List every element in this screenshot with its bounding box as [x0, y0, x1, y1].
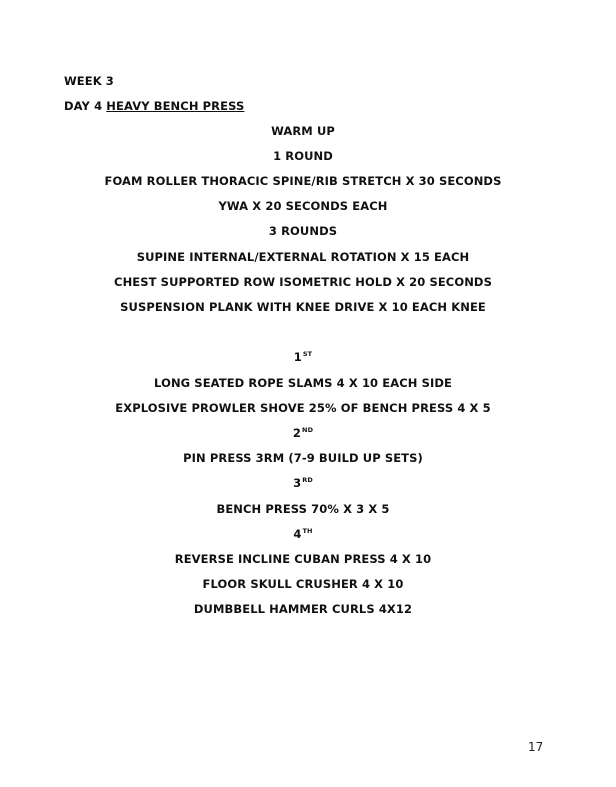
warmup-round3-label: 3 ROUNDS: [268, 224, 338, 238]
block-heading-2nd: [0, 426, 606, 440]
block-ordinal-suffix: TH: [302, 527, 313, 536]
block-ordinal-suffix: RD: [302, 476, 313, 485]
page-number: 17: [528, 740, 544, 754]
block-heading-3rd: [0, 476, 606, 490]
warmup-round1-label: 1 ROUND: [273, 149, 333, 163]
block-ordinal-suffix: ST: [302, 350, 313, 359]
day-prefix: DAY 4: [64, 99, 107, 113]
block-ordinal-suffix: ND: [302, 426, 314, 435]
block-number: 4: [293, 527, 302, 541]
warmup-item: FOAM ROLLER THORACIC SPINE/RIB STRETCH X 30 SECONDS: [104, 174, 502, 188]
block-number: 3: [293, 476, 302, 490]
warmup-item: CHEST SUPPORTED ROW ISOMETRIC HOLD X 20 SECONDS: [114, 275, 492, 289]
block-heading-1st: [0, 350, 606, 364]
exercise-item: FLOOR SKULL CRUSHER 4 X 10: [202, 577, 404, 591]
day-heading: [64, 99, 244, 113]
day-title: HEAVY BENCH PRESS: [106, 99, 245, 113]
warmup-item: YWA X 20 SECONDS EACH: [218, 199, 388, 213]
warmup-item: SUPINE INTERNAL/EXTERNAL ROTATION X 15 EACH: [136, 250, 470, 264]
block-number: 1: [293, 350, 302, 364]
warmup-title: WARM UP: [271, 124, 335, 138]
warmup-item: SUSPENSION PLANK WITH KNEE DRIVE X 10 EACH KNEE: [120, 300, 486, 314]
exercise-item: REVERSE INCLINE CUBAN PRESS 4 X 10: [174, 552, 432, 566]
exercise-item: LONG SEATED ROPE SLAMS 4 X 10 EACH SIDE: [154, 376, 452, 390]
exercise-item: BENCH PRESS 70% X 3 X 5: [216, 502, 390, 516]
week-heading: WEEK 3: [64, 74, 114, 88]
block-heading-4th: [0, 527, 606, 541]
block-number: 2: [292, 426, 302, 440]
exercise-item: PIN PRESS 3RM (7-9 BUILD UP SETS): [183, 451, 423, 465]
exercise-item: EXPLOSIVE PROWLER SHOVE 25% OF BENCH PRESS 4 X 5: [115, 401, 491, 415]
exercise-item: DUMBBELL HAMMER CURLS 4X12: [193, 602, 413, 616]
